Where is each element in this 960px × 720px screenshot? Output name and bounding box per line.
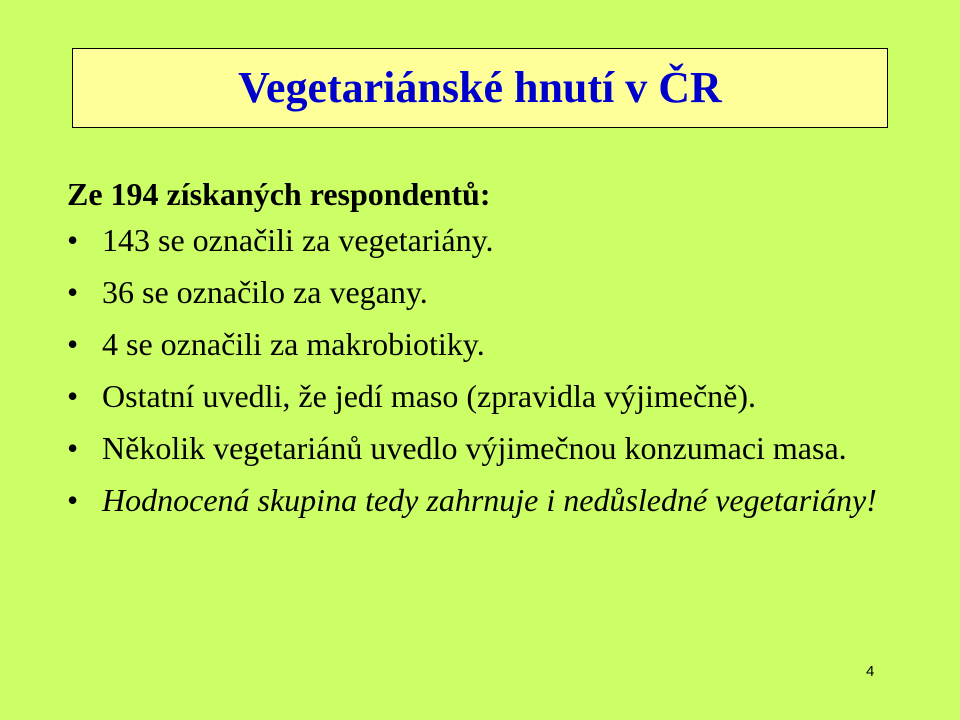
bullet-item-vegans [67, 270, 897, 314]
intro-heading: Ze 194 získaných respondentů: [67, 176, 491, 212]
title-box [72, 48, 888, 128]
bullet-icon: • [67, 430, 79, 466]
slide-title: Vegetariánské hnutí v ČR [238, 63, 722, 112]
bullet-item-others [67, 374, 897, 418]
bullet-icon: • [67, 274, 79, 310]
bullet-icon: • [67, 482, 79, 518]
bullet-item-occasional-meat [67, 426, 897, 470]
bullet-text: 36 se označilo za vegany. [102, 274, 428, 310]
bullet-icon: • [67, 222, 79, 258]
page-number: 4 [866, 663, 875, 680]
bullet-icon: • [67, 326, 79, 362]
bullet-text: Hodnocená skupina tedy zahrnuje i nedůsledné vegetariány! [102, 482, 877, 518]
bullet-text: 143 se označili za vegetariány. [102, 222, 494, 258]
bullet-list [67, 218, 897, 522]
bullet-text: 4 se označili za makrobiotiky. [102, 326, 485, 362]
bullet-icon: • [67, 378, 79, 414]
bullet-item-macrobiotics [67, 322, 897, 366]
bullet-text: Několik vegetariánů uvedlo výjimečnou konzumaci masa. [102, 430, 847, 466]
slide-body [67, 170, 897, 522]
bullet-item-vegetarians [67, 218, 897, 262]
bullet-item-conclusion [67, 478, 897, 522]
bullet-text: Ostatní uvedli, že jedí maso (zpravidla výjimečně). [102, 378, 756, 414]
